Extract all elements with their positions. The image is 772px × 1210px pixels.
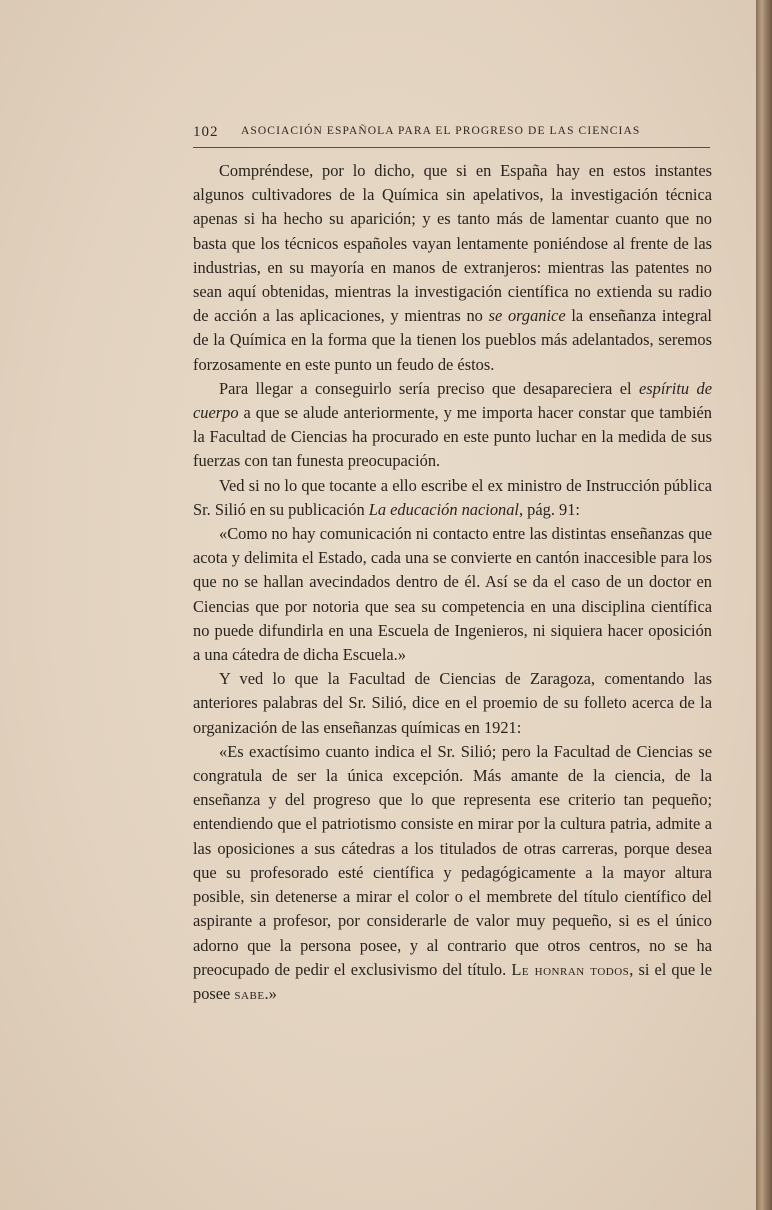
- paragraph-5: Y ved lo que la Facultad de Ciencias de Zaragoza, comentando las anteriores palabras del Sr. Silió, dice en el proemio de su folleto acerca de la organización de las enseñanzas químicas en 1921:: [193, 669, 712, 737]
- quotation-2: «Es exactísimo cuanto indica el Sr. Silió; pero la Facultad de Ciencias se congratula de ser la única excepción. Más amante de la ciencia, de la enseñanza y del progreso que lo que representa ese criterio tan pequeño; entendiendo que el patriotismo consiste en mirar por la cultura patria, admite a las oposiciones a sus cátedras a los titulados de otras carreras, porque desea que su profesorado esté científica y pedagógicamente a la mayor altura posible, sin detenerse a mirar el color o el membrete del título científico del aspirante a profesor, por considerarle de valor muy pequeño, si es el único adorno que la persona posee, y al contrario que otros centros, no se ha preocupado de pedir el exclusivismo del título. Le honran todos, si el que le posee sabe.»: [193, 741, 713, 1003]
- quotation-1: «Como no hay comunicación ni contacto entre las distintas enseñanzas que acota y delimita el Estado, cada una se convierte en cantón inaccesible para los que no se hallan avecindados dentro de él. Así se da el caso de un doctor en Ciencias que por notoria que sea su competencia en una disciplina científica no puede difundirla en una Escuela de Ingenieros, ni siquiera hacer oposición a una cátedra de dicha Escuela.»: [193, 524, 712, 665]
- paragraph-3: Ved si no lo que tocante a ello escribe el ex ministro de Instrucción pública Sr. Silió en su publicación La educación nacional, pág. 91:: [193, 475, 712, 519]
- page-number: 102: [193, 124, 219, 140]
- body-text: [193, 159, 712, 1006]
- book-title: La educación nacional: [368, 499, 519, 519]
- paragraph-2: Para llegar a conseguirlo sería preciso que desapareciera el espíritu de cuerpo a que se alude anteriormente, y me importa hacer constar que también la Facultad de Ciencias ha procurado en este punto luchar en la medida de sus fuerzas con tan funesta preocupación.: [193, 378, 712, 471]
- header-rule: [193, 147, 710, 148]
- running-header: [193, 122, 710, 148]
- italic-phrase: se organice: [488, 306, 566, 326]
- book-spine-edge: [756, 0, 772, 1210]
- running-title: ASOCIACIÓN ESPAÑOLA PARA EL PROGRESO DE LAS CIENCIAS: [241, 125, 641, 137]
- small-caps-word: sabe: [234, 983, 265, 1003]
- italic-phrase: espíritu de cuerpo: [193, 378, 712, 423]
- small-caps-phrase: Le honran todos: [511, 959, 630, 979]
- paragraph-1: Compréndese, por lo dicho, que si en España hay en estos instantes algunos cultivadores de la Química sin apelativos, la investigación técnica apenas si ha hecho su aparición; y es tanto más de lamentar cuanto que no basta que los técnicos españoles vayan lentamente poniéndose al frente de las industrias, en su mayoría en manos de extranjeros: mientras las patentes no sean aquí obtenidas, mientras la investigación científica no extienda su radio de acción a las aplicaciones, y mientras no se organice la enseñanza integral de la Química en la forma que la tienen los pueblos más adelantados, seremos forzosamente en este punto un feudo de éstos.: [193, 161, 712, 374]
